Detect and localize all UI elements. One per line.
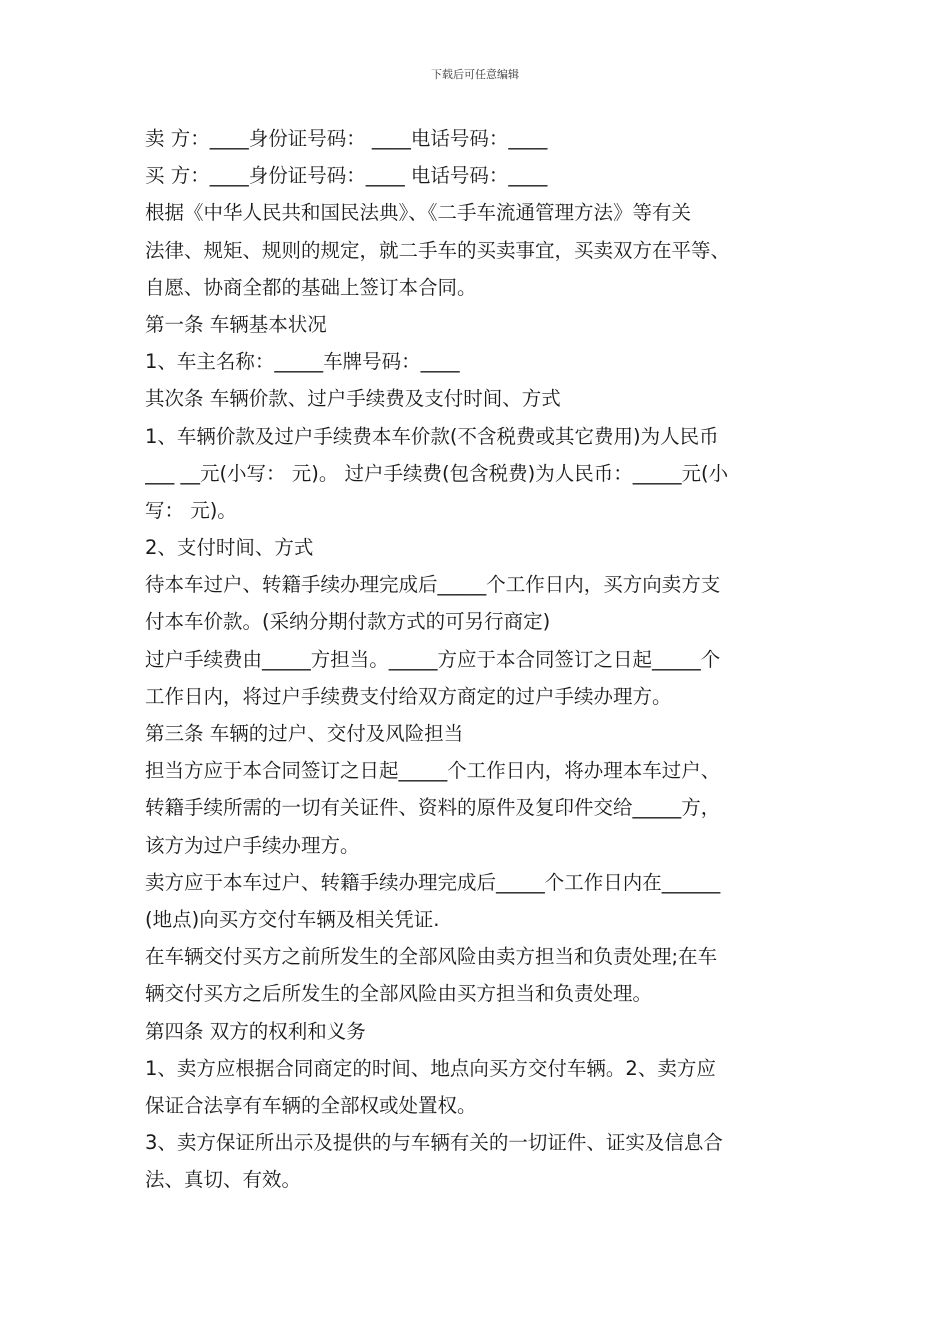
article-heading: 其次条 车辆价款、过户手续费及支付时间、方式 [145,387,561,411]
preamble-line: 法律、规矩、规则的规定，就二手车的买卖事宜，买卖双方在平等、 [145,238,731,262]
clause-line: 1、车主名称：_____车牌号码：____ [145,350,460,374]
clause-line: 工作日内，将过户手续费支付给双方商定的过户手续办理方。 [145,684,672,708]
clause-line: 卖方应于本车过户、转籍手续办理完成后_____个工作日内在______ [145,870,721,894]
article-heading: 第四条 双方的权利和义务 [145,1019,366,1043]
clause-line: 付本车价款。(采纳分期付款方式的可另行商定) [145,610,551,634]
page-header: 下载后可任意编辑 [431,68,519,81]
clause-line: 在车辆交付买方之前所发生的全部风险由卖方担当和负责处理;在车 [145,945,718,969]
clause-line: (地点)向买方交付车辆及相关凭证. [145,907,440,931]
preamble-line: 自愿、协商全都的基础上签订本合同。 [145,275,477,299]
clause-line: 写： 元)。 [145,498,237,522]
clause-line: ___ __元(小写： 元)。 过户手续费(包含税费)为人民币：_____元(小 [145,461,729,485]
clause-line: 3、卖方保证所出示及提供的与车辆有关的一切证件、证实及信息合 [145,1131,723,1155]
clause-line: 过户手续费由_____方担当。_____方应于本合同签订之日起_____个 [145,647,721,671]
clause-line: 担当方应于本合同签订之日起_____个工作日内，将办理本车过户、 [145,759,721,783]
clause-line: 2、支付时间、方式 [145,536,314,560]
clause-line: 辆交付买方之后所发生的全部风险由买方担当和负责处理。 [145,982,653,1006]
clause-line: 待本车过户、转籍手续办理完成后_____个工作日内，买方向卖方支 [145,573,721,597]
article-heading: 第三条 车辆的过户、交付及风险担当 [145,722,464,745]
clause-line: 该方为过户手续办理方。 [145,833,360,857]
clause-line: 保证合法享有车辆的全部权或处置权。 [145,1093,477,1117]
clause-line: 转籍手续所需的一切有关证件、资料的原件及复印件交给_____方， [145,796,721,820]
clause-line: 法、真切、有效。 [145,1168,302,1192]
buyer-info-line: 买 方：____身份证号码：____ 电话号码：____ [145,164,548,188]
article-heading: 第一条 车辆基本状况 [145,312,327,336]
contract-body [145,120,835,1198]
clause-line: 1、卖方应根据合同商定的时间、地点向买方交付车辆。2、卖方应 [145,1056,716,1080]
clause-line: 1、车辆价款及过户手续费本车价款(不含税费或其它费用)为人民币 [145,424,719,448]
seller-info-line: 卖 方：____身份证号码： ____电话号码：____ [145,127,548,150]
preamble-line: 根据《中华人民共和国民法典》、《二手车流通管理方法》等有关 [145,201,692,225]
